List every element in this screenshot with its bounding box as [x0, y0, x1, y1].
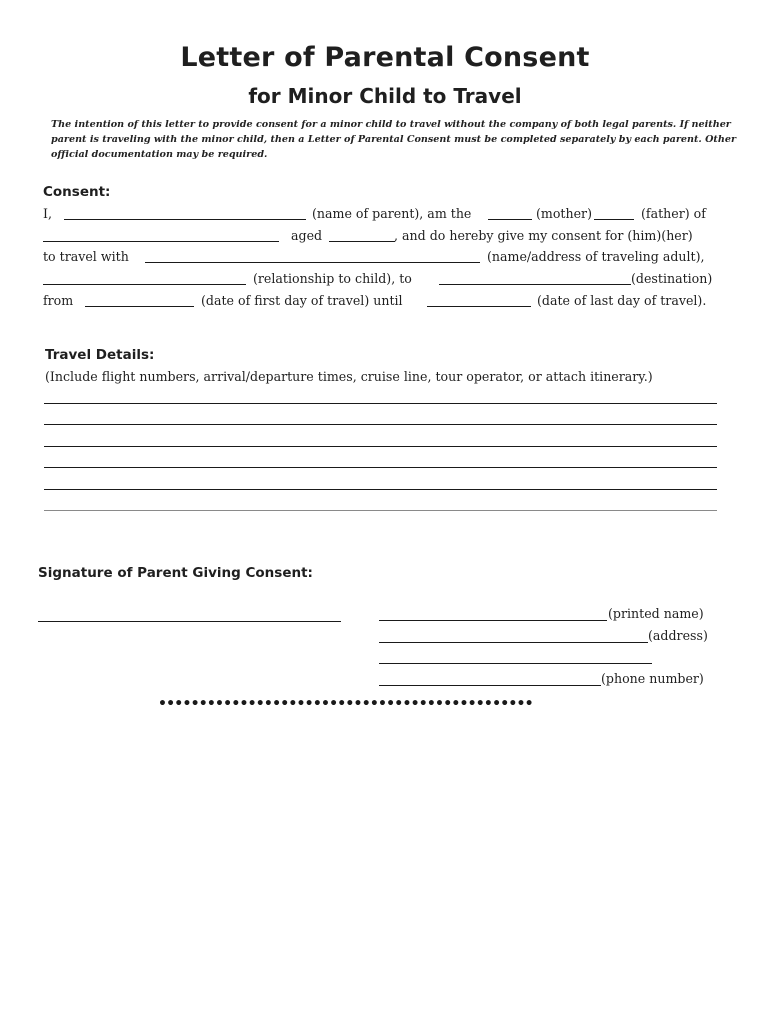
destination-field[interactable] [439, 284, 631, 285]
dotted-separator: •••••••••••••••••••••••••••••••••••••••••••••• [158, 696, 533, 712]
signature-field[interactable] [38, 621, 341, 622]
mother-text: (mother) [536, 206, 592, 221]
first-day-text: (date of first day of travel) until [201, 293, 403, 308]
printed-name-field[interactable] [379, 620, 607, 621]
father-of-text: (father) of [641, 206, 706, 221]
travel-details-line[interactable] [44, 403, 717, 404]
name-address-text: (name/address of traveling adult), [487, 249, 705, 264]
parent-name-field[interactable] [64, 219, 306, 220]
document-title: Letter of Parental Consent [180, 42, 590, 73]
address-line-2-field[interactable] [379, 663, 652, 664]
consent-heading: Consent: [43, 184, 111, 200]
travel-details-line[interactable] [44, 510, 717, 511]
travel-details-line[interactable] [44, 489, 717, 490]
first-day-field[interactable] [85, 306, 194, 307]
relationship-field[interactable] [43, 284, 246, 285]
traveling-adult-field[interactable] [145, 262, 480, 263]
aged-text: aged [291, 228, 323, 243]
address-field[interactable] [379, 642, 648, 643]
travel-with-text: to travel with [43, 249, 129, 264]
phone-number-field[interactable] [379, 685, 601, 686]
consent-i-text: I, [43, 206, 52, 221]
father-field[interactable] [594, 219, 634, 220]
printed-name-text: (printed name) [608, 606, 704, 621]
signature-heading: Signature of Parent Giving Consent: [38, 565, 313, 581]
travel-details-heading: Travel Details: [45, 347, 155, 363]
last-day-text: (date of last day of travel). [537, 293, 707, 308]
last-day-field[interactable] [427, 306, 531, 307]
name-of-parent-text: (name of parent), am the [312, 206, 472, 221]
phone-number-text: (phone number) [601, 671, 704, 686]
from-text: from [43, 293, 74, 308]
travel-details-instructions: (Include flight numbers, arrival/departure times, cruise line, tour operator, or attach itinerary.) [45, 369, 653, 384]
destination-text: (destination) [631, 271, 713, 286]
travel-details-line[interactable] [44, 467, 717, 468]
mother-field[interactable] [488, 219, 532, 220]
relationship-text: (relationship to child), to [253, 271, 412, 286]
travel-details-line[interactable] [44, 446, 717, 447]
document-subtitle: for Minor Child to Travel [248, 84, 522, 108]
give-consent-text: , and do hereby give my consent for (him)(her) [394, 228, 693, 243]
travel-details-line[interactable] [44, 424, 717, 425]
child-age-field[interactable] [329, 241, 395, 242]
child-name-field[interactable] [43, 241, 279, 242]
intro-paragraph: The intention of this letter to provide consent for a minor child to travel without the company of both legal parents. If neither parent is traveling with the minor child, then a Letter of Parental Consent must be completed separately by each parent. Other official documentation may be required. [51, 119, 736, 160]
address-text: (address) [648, 628, 708, 643]
